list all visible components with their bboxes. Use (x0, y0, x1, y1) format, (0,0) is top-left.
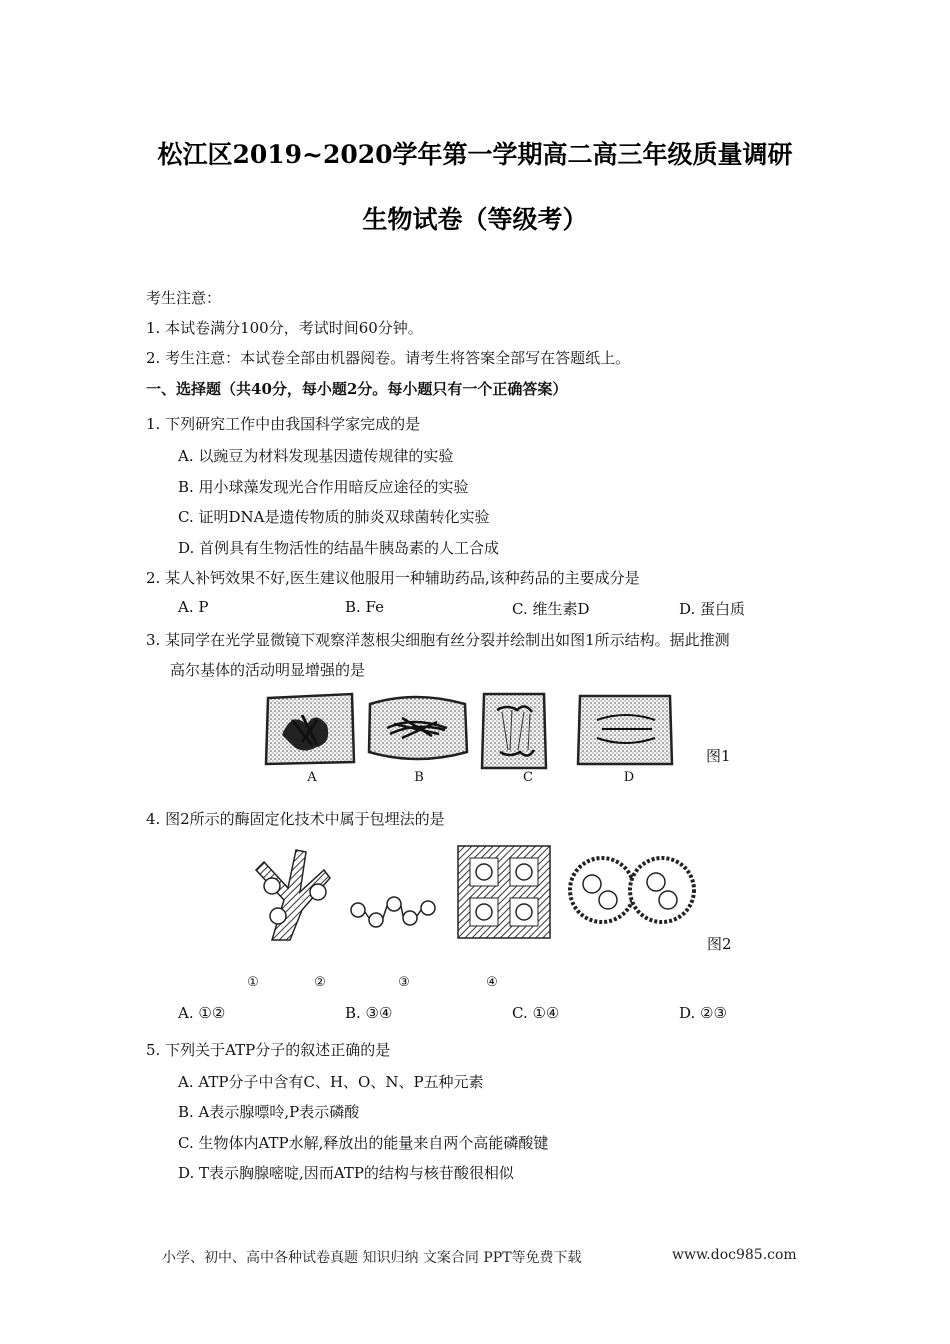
q2-option-d: D. 蛋白质 (679, 600, 746, 618)
q1-option-d: D. 首例具有生物活性的结晶牛胰岛素的人工合成 (178, 539, 500, 557)
q4-stem: 4. 图2所示的酶固定化技术中属于包埋法的是 (146, 810, 445, 828)
q1-option-b: B. 用小球藻发现光合作用暗反应途径的实验 (178, 478, 469, 496)
figure-2-label: 图2 (707, 935, 732, 953)
notice-item-2: 2. 考生注意：本试卷全部由机器阅卷。请考生将答案全部写在答题纸上。 (146, 349, 631, 367)
q1-option-a: A. 以豌豆为材料发现基因遗传规律的实验 (178, 447, 454, 465)
q5-option-a: A. ATP分子中含有C、H、O、N、P五种元素 (178, 1073, 484, 1091)
q2-option-b: B. Fe (345, 598, 385, 616)
figure-1-caption-b: B (414, 770, 424, 785)
exam-subtitle: 生物试卷（等级考） (362, 205, 588, 234)
q3-stem-line2: 高尔基体的活动明显增强的是 (170, 661, 366, 679)
q5-option-d: D. T表示胸腺嘧啶,因而ATP的结构与核苷酸很相似 (178, 1164, 514, 1182)
section-heading: 一、选择题（共40分，每小题2分。每小题只有一个正确答案） (146, 380, 568, 398)
q5-option-b: B. A表示腺嘌呤,P表示磷酸 (178, 1103, 360, 1121)
figure-2-caption-3: ③ (398, 975, 410, 990)
cell-d (578, 696, 672, 764)
q1-stem: 1. 下列研究工作中由我国科学家完成的是 (146, 415, 421, 433)
figure-1-cells (262, 690, 682, 772)
figure-2-caption-4: ④ (486, 975, 498, 990)
q4-option-b: B. ③④ (345, 1004, 393, 1022)
notice-heading: 考生注意： (146, 289, 222, 307)
q3-stem-line1: 3. 某同学在光学显微镜下观察洋葱根尖细胞有丝分裂并绘制出如图1所示结构。据此推测 (146, 631, 730, 649)
q4-option-d: D. ②③ (679, 1004, 727, 1022)
notice-item-1: 1. 本试卷满分100分，考试时间60分钟。 (146, 319, 423, 337)
footer-url[interactable]: www.doc985.com (672, 1247, 797, 1263)
method-4-microcapsule (570, 858, 694, 922)
figure-2-enzyme-methods (244, 840, 696, 950)
cell-a (266, 694, 354, 764)
footer-text: 小学、初中、高中各种试卷真题 知识归纳 文案合同 PPT等免费下载 (162, 1250, 582, 1266)
q4-option-a: A. ①② (178, 1004, 226, 1022)
figure-1-label: 图1 (706, 747, 731, 765)
q2-stem: 2. 某人补钙效果不好,医生建议他服用一种辅助药品,该种药品的主要成分是 (146, 569, 640, 587)
method-1-adsorption (256, 850, 330, 940)
figure-2-caption-2: ② (314, 975, 326, 990)
figure-1-caption-a: A (307, 770, 317, 785)
cell-c (482, 694, 546, 768)
q5-option-c: C. 生物体内ATP水解,释放出的能量来自两个高能磷酸键 (178, 1134, 549, 1152)
figure-1-caption-c: C (523, 770, 533, 785)
method-3-gel-entrapment (458, 846, 550, 938)
method-2-crosslinking (351, 897, 435, 927)
q5-stem: 5. 下列关于ATP分子的叙述正确的是 (146, 1041, 391, 1059)
q4-option-c: C. ①④ (512, 1004, 560, 1022)
exam-title: 松江区2019~2020学年第一学期高二高三年级质量调研 (157, 140, 793, 169)
q2-option-c: C. 维生素D (512, 600, 590, 618)
cell-b (369, 697, 467, 759)
q1-option-c: C. 证明DNA是遗传物质的肺炎双球菌转化实验 (178, 508, 490, 526)
figure-2-caption-1: ① (247, 975, 259, 990)
figure-1-caption-d: D (623, 770, 635, 785)
q2-option-a: A. P (178, 598, 209, 616)
